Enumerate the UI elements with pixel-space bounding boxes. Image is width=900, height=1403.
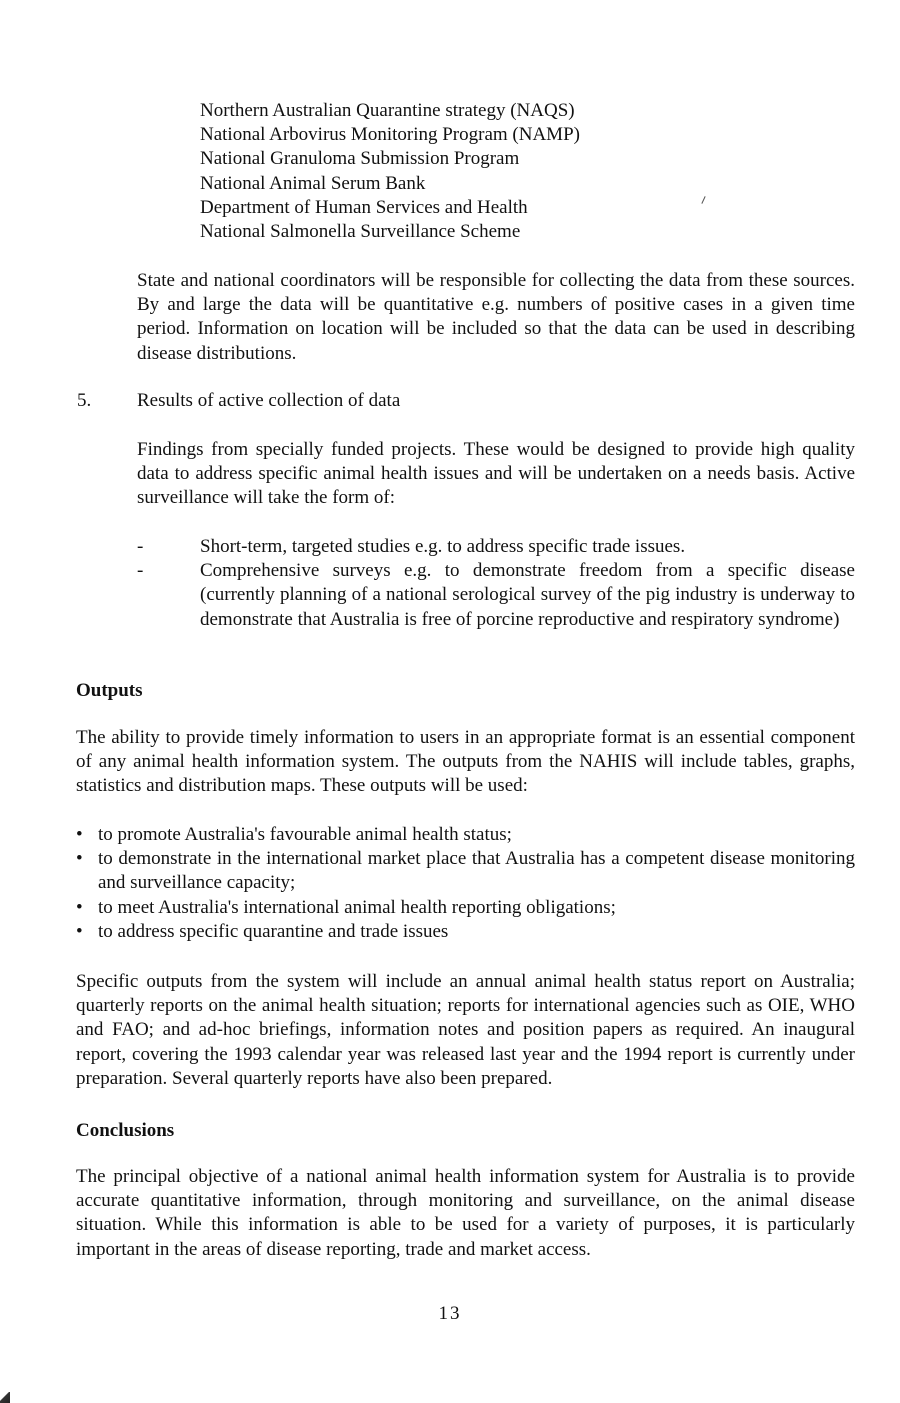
scan-corner-mark — [0, 1392, 10, 1403]
outputs-heading: Outputs — [76, 680, 143, 701]
section-title: Results of active collection of data — [137, 390, 401, 411]
list-item-text: Short-term, targeted studies e.g. to address specific trade issues. — [200, 536, 686, 557]
data-source-item: National Animal Serum Bank — [200, 172, 426, 194]
bullet-icon: • — [76, 920, 83, 942]
list-item-text: to address specific quarantine and trade issues — [98, 920, 449, 942]
list-item — [76, 896, 855, 920]
dash-marker: - — [137, 536, 144, 557]
surveillance-forms-list — [137, 535, 855, 632]
list-item-text: to meet Australia's international animal health reporting obligations; — [98, 896, 616, 918]
page-number: 13 — [438, 1303, 462, 1324]
data-source-item: Northern Australian Quarantine strategy (NAQS) — [200, 100, 575, 121]
data-source-item: National Salmonella Surveillance Scheme — [200, 221, 521, 243]
data-source-item: Department of Human Services and Health — [200, 196, 528, 218]
list-item-text: to promote Australia's favourable animal health status; — [98, 824, 512, 845]
list-item-text: Comprehensive surveys e.g. to demonstrate freedom from a specific disease (currently planning of a national serological survey of the pig industry is underway to demonstrate that Australia is free of porcine reproductive and respiratory syndrome) — [200, 560, 855, 630]
bullet-icon: • — [76, 824, 83, 845]
data-source-item: National Arbovirus Monitoring Program (NAMP) — [200, 124, 580, 146]
data-source-list — [200, 99, 820, 244]
list-item — [76, 847, 855, 895]
list-item — [137, 559, 855, 632]
list-item-text: to demonstrate in the international market place that Australia has a competent disease monitoring and surveillance capacity; — [98, 848, 855, 894]
conclusions-paragraph: The principal objective of a national animal health information system for Australia is to provide accurate quantitative information, through monitoring and surveillance, on the animal disease situation. While this information is able to be used for a variety of purposes, it is particularly important in the areas of disease reporting, trade and market access. — [76, 1166, 855, 1260]
list-item — [76, 920, 855, 944]
list-item — [137, 535, 855, 559]
dash-marker: - — [137, 560, 144, 582]
bullet-icon: • — [76, 896, 83, 918]
outputs-bullet-list — [76, 823, 855, 944]
data-source-item: National Granuloma Submission Program — [200, 148, 520, 170]
coordinators-paragraph: State and national coordinators will be responsible for collecting the data from these sources. By and large the data will be quantitative e.g. numbers of positive cases in a given time period. Information on location will be included so that the data can be used in describing disease distributions. — [137, 270, 855, 364]
conclusions-heading: Conclusions — [76, 1120, 175, 1141]
list-item — [76, 823, 855, 847]
outputs-paragraph: The ability to provide timely information to users in an appropriate format is an essential component of any animal health information system. The outputs from the NAHIS will include tables, graphs, statistics and distribution maps. These outputs will be used: — [76, 727, 855, 797]
bullet-icon: • — [76, 848, 83, 870]
specific-outputs-paragraph: Specific outputs from the system will include an annual animal health status report on Australia; quarterly reports on the animal health situation; reports for international agencies such as OIE, WHO and FAO; and ad-hoc briefings, information notes and position papers as required. An inaugural report, covering the 1993 calendar year was released last year and the 1994 report is currently under preparation. Several quarterly reports have also been prepared. — [76, 971, 855, 1089]
active-collection-paragraph: Findings from specially funded projects. These would be designed to provide high quality data to address specific animal health issues and will be undertaken on a needs basis. Active surveillance will take the form of: — [137, 439, 855, 509]
section-number: 5. — [77, 390, 92, 411]
